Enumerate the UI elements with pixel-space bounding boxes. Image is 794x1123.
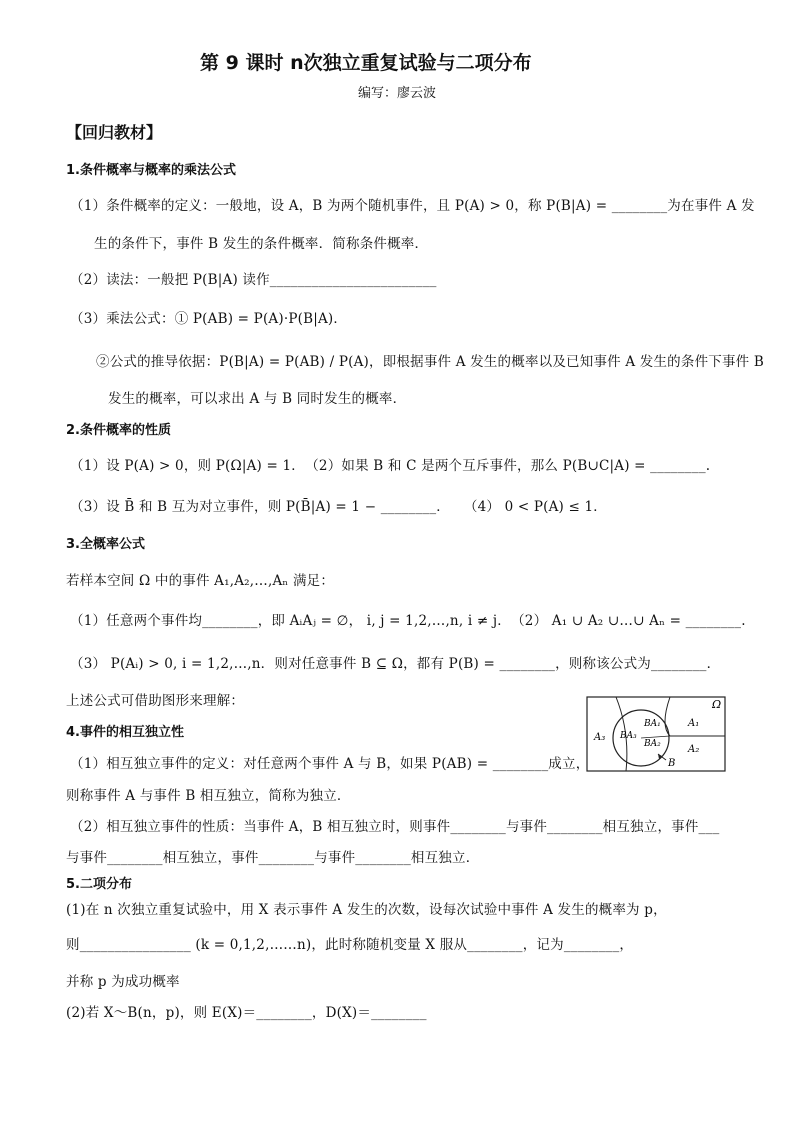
text-line: 发生的概率，可以求出 A 与 B 同时发生的概率． — [108, 391, 407, 407]
heading-conditional-probability: 1.条件概率与概率的乘法公式 — [66, 163, 236, 178]
text-line: (1)在 n 次独立重复试验中，用 X 表示事件 A 发生的次数，设每次试验中事件 A 发生的概率为 p， — [66, 902, 667, 918]
venn-label-a2: A₂ — [688, 744, 700, 755]
venn-label-ba3: BA₃ — [620, 731, 637, 741]
venn-label-ba1: BA₁ — [644, 719, 661, 729]
venn-diagram — [586, 696, 726, 772]
text-line: （1）设 P(A) > 0，则 P(Ω|A) = 1． （2）如果 B 和 C 是两个互斥事件，那么 P(B∪C|A) = ________. — [70, 458, 711, 474]
text-line: （2）相互独立事件的性质：当事件 A，B 相互独立时，则事件________与事件________相互独立，事件___ — [70, 819, 720, 835]
text-line: 并称 p 为成功概率 — [66, 974, 180, 990]
heading-binomial: 5.二项分布 — [66, 877, 132, 892]
text-line: 与事件________相互独立，事件________与事件________相互独立． — [66, 850, 480, 866]
author-line: 编写：廖云波 — [358, 86, 437, 101]
text-line: （2）读法：一般把 P(B|A) 读作________________________ — [70, 272, 437, 288]
text-line: （3） P(Aᵢ) > 0, i = 1,2,…,n．则对任意事件 B ⊆ Ω，都有 P(B) = ________，则称该公式为________． — [70, 656, 721, 672]
section-title: 【回归教材】 — [66, 123, 163, 142]
venn-label-b: B — [668, 758, 676, 769]
venn-label-a1: A₁ — [688, 718, 700, 729]
venn-label-a3: A₃ — [594, 732, 606, 743]
text-line: （1）条件概率的定义：一般地，设 A，B 为两个随机事件，且 P(A) > 0，称 P(B|A) = ________为在事件 A 发 — [70, 198, 755, 214]
text-line: 生的条件下，事件 B 发生的条件概率．简称条件概率． — [94, 236, 429, 252]
heading-properties: 2.条件概率的性质 — [66, 423, 171, 438]
page-title: 第 9 课时 n次独立重复试验与二项分布 — [200, 52, 532, 74]
text-line: （3）乘法公式：① P(AB) = P(A)·P(B|A)． — [70, 311, 348, 327]
text-line: （1）任意两个事件均________，即 AᵢAⱼ = ∅， i, j = 1,2,…,n, i ≠ j． （2） A₁ ∪ A₂ ∪…∪ Aₙ = ________. — [70, 613, 746, 629]
text-line: ②公式的推导依据：P(B|A) = P(AB) / P(A)，即根据事件 A 发生的概率以及已知事件 A 发生的条件下事件 B — [96, 354, 764, 370]
text-line: （3）设 B̄ 和 B 互为对立事件，则 P(B̄|A) = 1 − ________． （4） 0 < P(A) ≤ 1． — [70, 499, 608, 515]
text-line: 则称事件 A 与事件 B 相互独立，简称为独立． — [66, 788, 351, 804]
text-line: 上述公式可借助图形来理解： — [66, 693, 245, 709]
venn-label-omega: Ω — [712, 698, 722, 711]
text-line: 若样本空间 Ω 中的事件 A₁,A₂,…,Aₙ 满足： — [66, 573, 335, 589]
text-line: (2)若 X～B(n，p)，则 E(X)＝________，D(X)＝________ — [66, 1005, 427, 1021]
heading-independence: 4.事件的相互独立性 — [66, 725, 184, 740]
venn-label-ba2: BA₂ — [644, 739, 661, 749]
text-line: 则________________ (k = 0,1,2,……n)，此时称随机变量 X 服从________，记为________， — [66, 937, 634, 953]
venn-frame — [587, 697, 725, 771]
venn-divider-inner — [641, 736, 670, 738]
heading-total-probability: 3.全概率公式 — [66, 537, 145, 552]
text-line: （1）相互独立事件的定义：对任意两个事件 A 与 B，如果 P(AB) = ________成立， — [70, 756, 590, 772]
